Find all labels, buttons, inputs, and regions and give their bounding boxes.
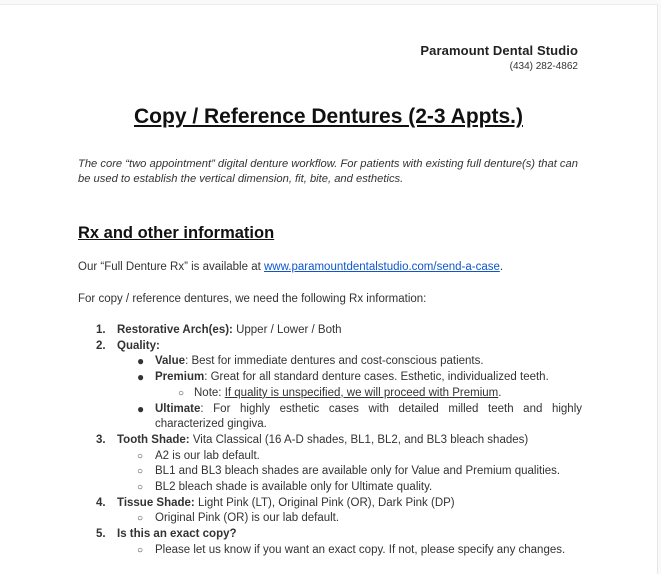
tissue-shade-label: Tissue Shade: [117,496,195,509]
disc-bullet-icon: ● [137,370,145,385]
list-item [78,402,588,433]
tooth-shade-label: Tooth Shade: [117,433,190,446]
list-item [78,527,588,543]
list-item [78,496,588,512]
list-number: 5. [96,528,106,541]
tissue-shade-value: Light Pink (LT), Original Pink (OR), Dark Pink (DP) [194,496,455,509]
list-number: 3. [96,433,106,446]
list-item [78,449,588,465]
note-prefix: Note: [194,386,225,399]
list-number: 1. [96,324,106,336]
list-number: 2. [96,339,106,352]
exact-copy-note: Please let us know if you want an exact copy. If not, please specify any changes. [155,543,566,556]
rx-info-list [78,323,588,559]
list-item [78,370,588,386]
shade-note: BL1 and BL3 bleach shades are available only for Value and Premium qualities. [155,465,561,478]
quality-label: Quality: [117,339,160,352]
list-item [78,433,588,449]
studio-header [420,43,578,72]
list-number: 4. [96,496,106,509]
shade-note: A2 is our lab default. [155,449,260,462]
shade-note: BL2 bleach shade is available only for Ultimate quality. [155,481,433,494]
rx-text-before: Our “Full Denture Rx” is available at [78,261,264,273]
value-label: Value [155,355,186,368]
ultimate-text [155,402,582,433]
tooth-shade-value: Vita Classical (16 A-D shades, BL1, BL2, and BL3 bleach shades) [189,433,529,446]
list-item [78,386,588,402]
arch-label: Restorative Arch(es): [117,324,233,336]
circle-bullet-icon: ○ [137,466,144,478]
circle-bullet-icon: ○ [137,544,144,556]
disc-bullet-icon: ● [137,354,145,369]
page-title: Copy / Reference Dentures (2-3 Appts.) [134,105,523,128]
rx-text-after: . [499,261,504,273]
rx-paragraph [78,261,503,273]
list-item [78,543,588,559]
circle-bullet-icon: ○ [178,387,185,399]
send-a-case-link[interactable]: www.paramountdentalstudio.com/send-a-case [263,261,500,273]
list-item [78,511,588,527]
list-item [78,323,588,339]
ultimate-desc: : For highly esthetic cases with detailed milled teeth and highly characterized gingiva. [155,402,582,431]
exact-copy-label: Is this an exact copy? [117,528,237,541]
document-page [0,4,658,574]
list-item [78,339,588,355]
need-paragraph: For copy / reference dentures, we need the following Rx information: [78,293,427,305]
arch-value: Upper / Lower / Both [232,324,342,336]
premium-label: Premium [155,371,205,384]
ultimate-label: Ultimate [155,402,201,415]
intro-paragraph: The core “two appointment” digital denture workflow. For patients with existing full denture(s) that can be used to establish the vertical dimension, fit, bite, and esthetics. [78,158,578,185]
circle-bullet-icon: ○ [137,450,144,462]
list-item [78,354,588,370]
studio-name: Paramount Dental Studio [420,43,578,58]
note-suffix: . [498,386,502,399]
list-item [78,464,588,480]
circle-bullet-icon: ○ [137,513,144,525]
premium-desc: : Great for all standard denture cases. Esthetic, individualized teeth. [204,371,549,384]
list-item [78,480,588,496]
circle-bullet-icon: ○ [137,482,144,494]
disc-bullet-icon: ● [137,401,145,416]
studio-phone: (434) 282-4862 [509,61,578,72]
section-heading: Rx and other information [78,224,275,242]
note-text: If quality is unspecified, we will proceed with Premium [224,386,499,399]
tissue-note: Original Pink (OR) is our lab default. [155,512,340,525]
value-desc: : Best for immediate dentures and cost-conscious patients. [185,355,484,368]
